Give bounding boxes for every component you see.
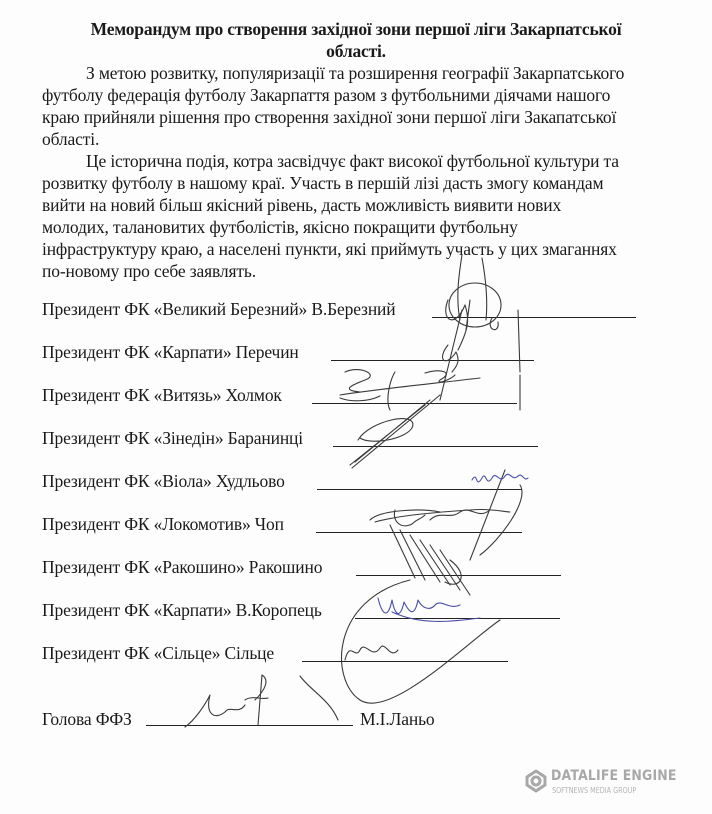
signature-mark — [443, 345, 459, 372]
head-name: М.І.Ланьо — [360, 709, 435, 729]
paragraph-1 — [42, 62, 682, 150]
signatory-label: Президент ФК «Віола» Худльово — [42, 471, 285, 491]
signature-line — [356, 575, 561, 576]
signature-mark — [300, 676, 338, 720]
paragraph-line: футболу федерація футболу Закарпаття разом з футбольними діячами нашого — [42, 85, 611, 105]
signature-line — [302, 661, 508, 662]
paragraph-line: вийти на новий більш якісний рівень, дасть можливість виявити нових — [42, 195, 562, 215]
signature-line — [333, 446, 538, 447]
signature-mark — [340, 396, 380, 401]
signature-mark — [350, 395, 440, 468]
signature-line — [146, 725, 353, 726]
head-label: Голова ФФЗ — [42, 709, 132, 729]
signature-line — [355, 618, 560, 619]
signatory-label: Президент ФК «Зінедін» Баранинці — [42, 428, 303, 448]
paragraph-line: області. — [42, 129, 100, 149]
signatory-label: Президент ФК «Сільце» Сільце — [42, 643, 275, 663]
paragraph-2 — [42, 150, 682, 282]
signature-mark — [370, 509, 510, 525]
signature-mark — [470, 470, 522, 560]
paragraph-line: З метою розвитку, популяризації та розширення географії Закарпатського — [86, 63, 625, 83]
signature-mark — [342, 580, 500, 703]
signature-mark — [440, 310, 462, 400]
datalife-watermark — [523, 768, 703, 804]
signature-mark — [446, 300, 520, 372]
document-title — [40, 18, 672, 62]
paragraph-line: краю прийняли рішення про створення західної зони першої ліги Закапатської — [42, 107, 617, 127]
paragraph-line: розвитку футболу в нашому краї. Участь в першій лізі дасть змогу командам — [42, 173, 604, 193]
signature-mark — [449, 283, 501, 327]
signatory-label: Президент ФК «Карпати» Перечин — [42, 342, 299, 362]
signature-line — [331, 360, 534, 361]
watermark-subtitle: SOFTNEWS MEDIA GROUP — [552, 786, 637, 795]
signature-line — [316, 532, 522, 533]
paragraph-line: Це історична подія, котра засвідчує факт високої футбольної культури та — [86, 151, 619, 171]
signatory-label: Президент ФК «Великий Березний» В.Березний — [42, 299, 396, 319]
signature-line — [432, 317, 636, 318]
signatory-label: Президент ФК «Карпати» В.Коропець — [42, 600, 322, 620]
signature-mark — [185, 675, 268, 727]
paragraph-line: по-новому про себе заявлять. — [42, 261, 256, 281]
paragraph-line: молодих, талановитих футболістів, якісно покращити футбольну — [42, 217, 518, 237]
watermark-title: DATALIFE ENGINE — [551, 768, 677, 784]
paragraph-line: інфраструктуру краю, а населені пункти, які приймуть участь у цих змаганнях — [42, 239, 617, 259]
signature-mark — [472, 474, 528, 482]
signature-line — [317, 489, 522, 490]
signature-mark — [390, 525, 470, 595]
signature-line — [312, 403, 517, 404]
signatory-label: Президент ФК «Ракошино» Ракошино — [42, 557, 323, 577]
datalife-logo-icon — [523, 768, 549, 794]
title-line-2: області. — [326, 41, 386, 61]
signatory-label: Президент ФК «Витязь» Холмок — [42, 385, 282, 405]
signatory-label: Президент ФК «Локомотив» Чоп — [42, 514, 284, 534]
title-line-1: Меморандум про створення західної зони першої ліги Закарпатської — [90, 19, 622, 39]
